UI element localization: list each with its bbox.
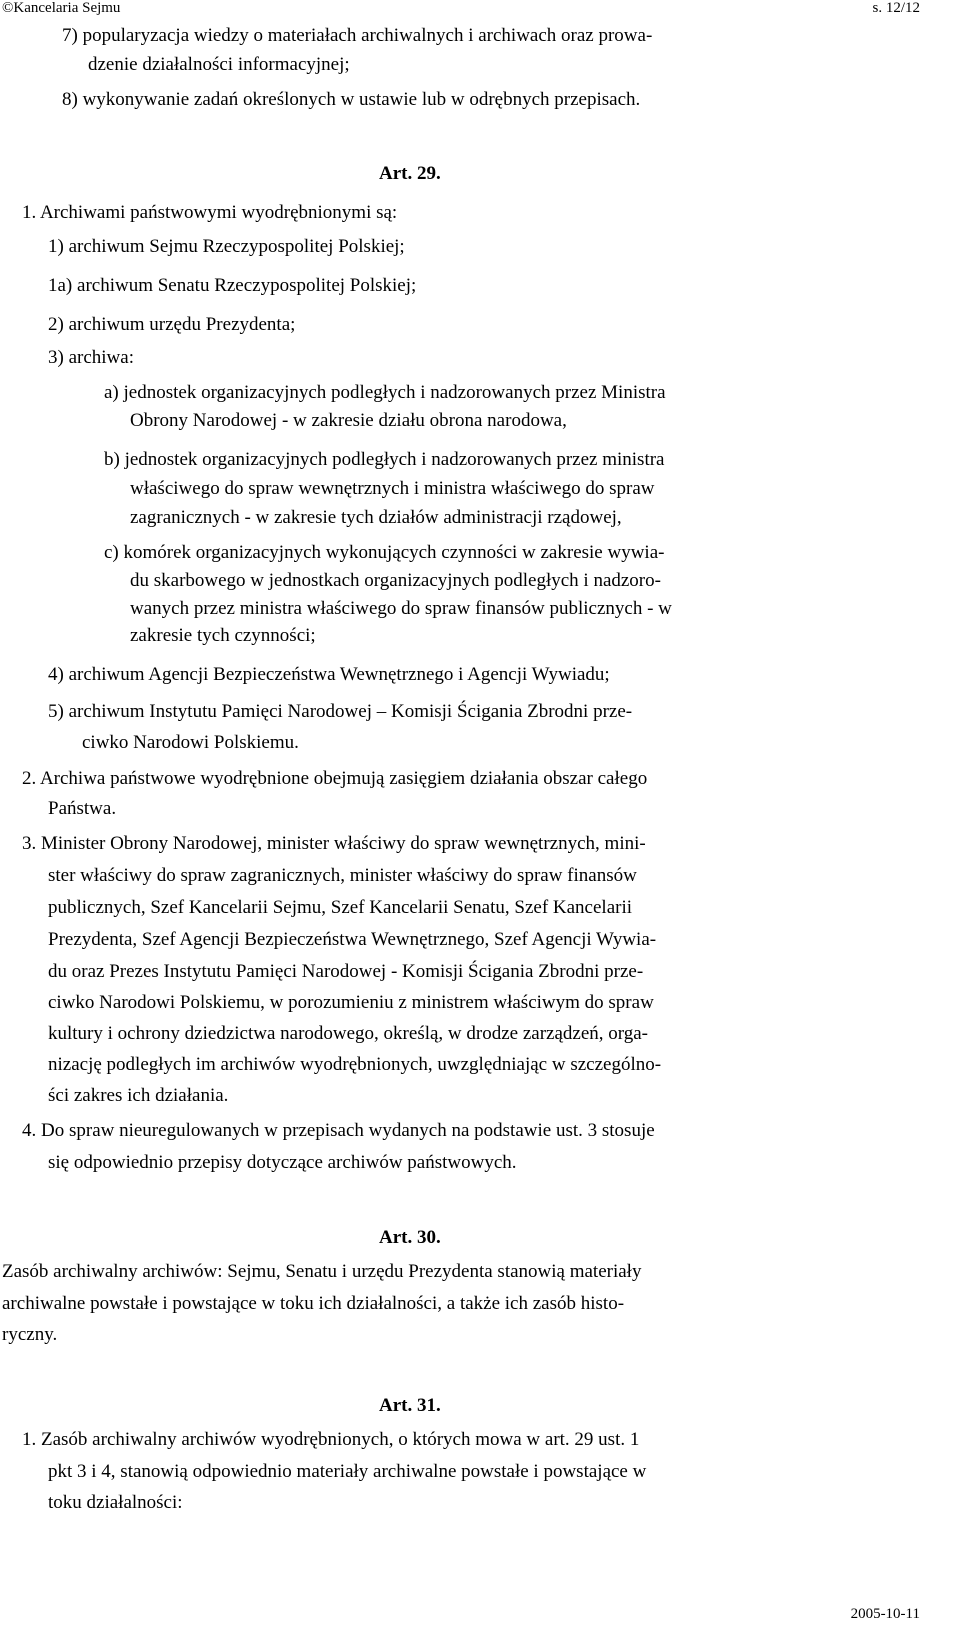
copyright-label: ©Kancelaria Sejmu xyxy=(2,0,121,16)
art-30-heading: Art. 30. xyxy=(379,1227,441,1248)
art-29-heading: Art. 29. xyxy=(379,163,441,184)
art-29-lit-b-line-2: właściwego do spraw wewnętrznych i ministra właściwego do spraw xyxy=(130,478,655,499)
art-29-pkt-4: 4) archiwum Agencji Bezpieczeństwa Wewnętrznego i Agencji Wywiadu; xyxy=(48,664,610,685)
point-8: 8) wykonywanie zadań określonych w ustawie lub w odrębnych przepisach. xyxy=(62,89,641,110)
art-29-ust-2-line-1: 2. Archiwa państwowe wyodrębnione obejmują zasięgiem działania obszar całego xyxy=(22,768,648,789)
art-29-ust-4-line-2: się odpowiednio przepisy dotyczące archiwów państwowych. xyxy=(48,1152,517,1173)
art-30-line-3: ryczny. xyxy=(2,1324,58,1345)
art-29-lit-c-line-4: zakresie tych czynności; xyxy=(130,625,316,646)
art-29-pkt-3: 3) archiwa: xyxy=(48,347,134,368)
art-31-ust-1-line-1: 1. Zasób archiwalny archiwów wyodrębnionych, o których mowa w art. 29 ust. 1 xyxy=(22,1429,640,1450)
art-29-lit-a-line-1: a) jednostek organizacyjnych podległych i nadzorowanych przez Ministra xyxy=(104,382,666,403)
art-29-ust-3-line-3: publicznych, Szef Kancelarii Sejmu, Szef Kancelarii Senatu, Szef Kancelarii xyxy=(48,897,633,918)
art-29-pkt-5-line-1: 5) archiwum Instytutu Pamięci Narodowej – Komisji Ścigania Zbrodni prze- xyxy=(48,701,633,722)
art-29-ust-2-line-2: Państwa. xyxy=(48,798,117,819)
point-7-line-1: 7) popularyzacja wiedzy o materiałach archiwalnych i archiwach oraz prowa- xyxy=(62,25,653,46)
art-29-lit-c-line-2: du skarbowego w jednostkach organizacyjnych podległych i nadzoro- xyxy=(130,570,661,591)
art-29-lit-a-line-2: Obrony Narodowej - w zakresie działu obrona narodowa, xyxy=(130,410,567,431)
art-29-lit-b-line-3: zagranicznych - w zakresie tych działów administracji rządowej, xyxy=(130,507,622,528)
art-29-ust-3-line-4: Prezydenta, Szef Agencji Bezpieczeństwa Wewnętrznego, Szef Agencji Wywia- xyxy=(48,929,657,950)
page-number: s. 12/12 xyxy=(872,0,920,16)
art-29-ust-3-line-2: ster właściwy do spraw zagranicznych, minister właściwy do spraw finansów xyxy=(48,865,637,886)
art-30-line-2: archiwalne powstałe i powstające w toku ich działalności, a także ich zasób histo- xyxy=(2,1293,625,1314)
art-29-lit-c-line-3: wanych przez ministra właściwego do spraw finansów publicznych - w xyxy=(130,598,672,619)
art-31-heading: Art. 31. xyxy=(379,1395,441,1416)
art-29-ust-3-line-7: kultury i ochrony dziedzictwa narodowego, określą, w drodze zarządzeń, orga- xyxy=(48,1023,649,1044)
art-29-pkt-2: 2) archiwum urzędu Prezydenta; xyxy=(48,314,296,335)
art-29-lit-b-line-1: b) jednostek organizacyjnych podległych i nadzorowanych przez ministra xyxy=(104,449,665,470)
footer-date: 2005-10-11 xyxy=(850,1606,920,1622)
art-29-ust-3-line-8: nizację podległych im archiwów wyodrębnionych, uwzględniając w szczególno- xyxy=(48,1054,662,1075)
art-30-line-1: Zasób archiwalny archiwów: Sejmu, Senatu i urzędu Prezydenta stanowią materiały xyxy=(2,1261,642,1282)
art-29-ust-3-line-5: du oraz Prezes Instytutu Pamięci Narodowej - Komisji Ścigania Zbrodni prze- xyxy=(48,961,644,982)
art-29-ust-3-line-6: ciwko Narodowi Polskiemu, w porozumieniu z ministrem właściwym do spraw xyxy=(48,992,654,1013)
art-29-pkt-1a: 1a) archiwum Senatu Rzeczypospolitej Polskiej; xyxy=(48,275,417,296)
art-29-ust-4-line-1: 4. Do spraw nieuregulowanych w przepisach wydanych na podstawie ust. 3 stosuje xyxy=(22,1120,655,1141)
point-7-line-2: dzenie działalności informacyjnej; xyxy=(88,54,350,75)
art-29-ust-3-line-9: ści zakres ich działania. xyxy=(48,1085,229,1106)
art-29-pkt-1: 1) archiwum Sejmu Rzeczypospolitej Polskiej; xyxy=(48,236,405,257)
art-29-lit-c-line-1: c) komórek organizacyjnych wykonujących czynności w zakresie wywia- xyxy=(104,542,665,563)
art-31-ust-1-line-3: toku działalności: xyxy=(48,1492,183,1513)
art-29-ust-1: 1. Archiwami państwowymi wyodrębnionymi są: xyxy=(22,202,398,223)
art-29-ust-3-line-1: 3. Minister Obrony Narodowej, minister właściwy do spraw wewnętrznych, mini- xyxy=(22,833,646,854)
art-29-pkt-5-line-2: ciwko Narodowi Polskiemu. xyxy=(82,732,299,753)
art-31-ust-1-line-2: pkt 3 i 4, stanowią odpowiednio materiały archiwalne powstałe i powstające w xyxy=(48,1461,647,1482)
